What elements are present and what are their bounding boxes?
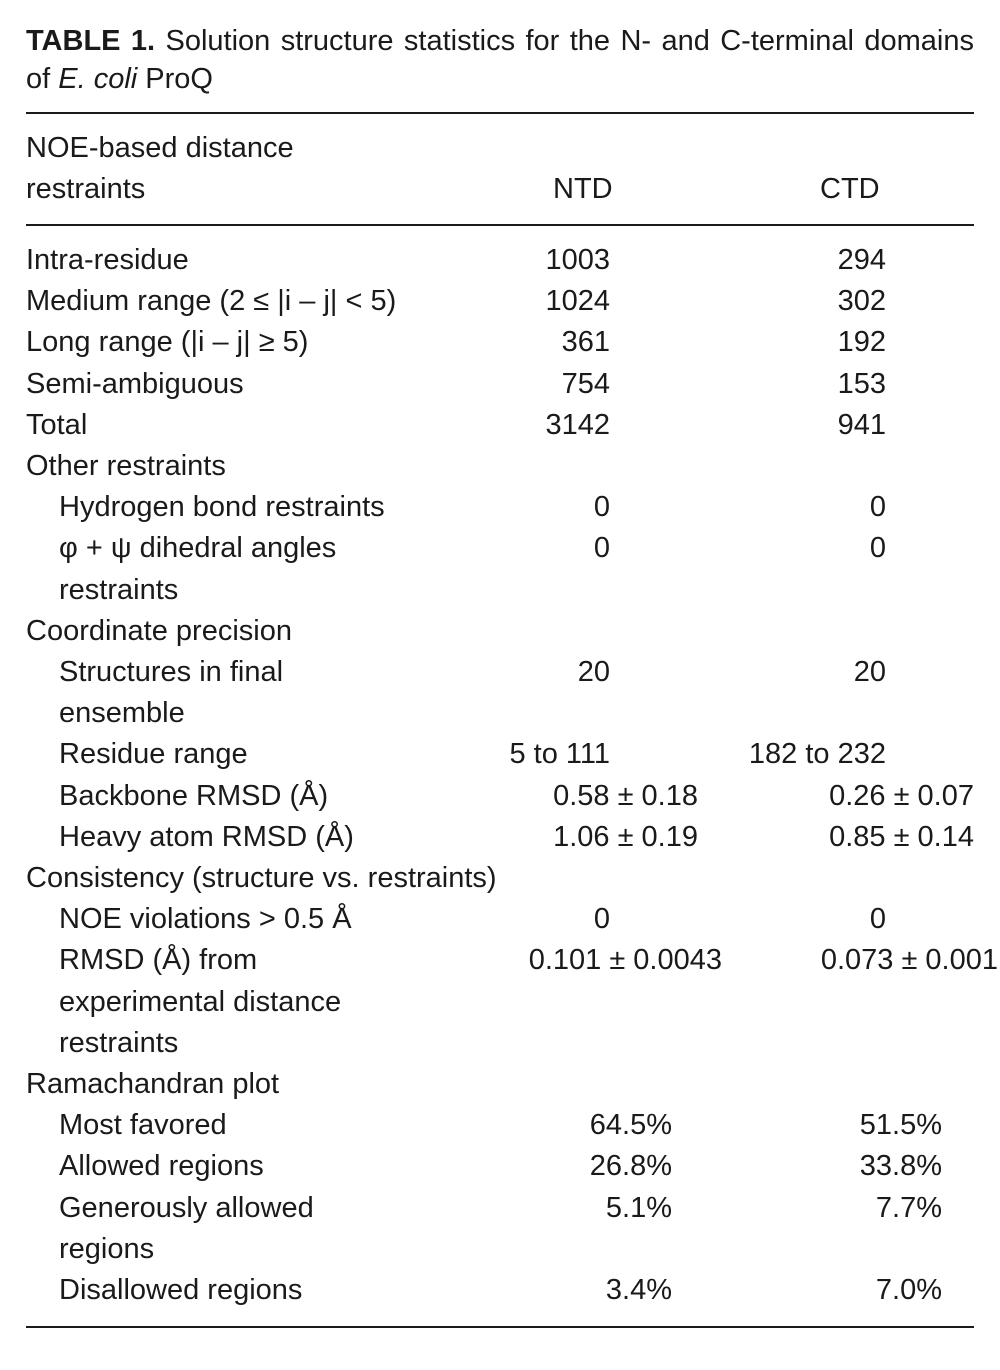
bottom-rule	[26, 1326, 974, 1328]
ctd-value: 0.26 ± 0.07	[829, 779, 974, 812]
ntd-value: 0.101 ± 0.0043	[528, 944, 722, 977]
table-row	[26, 405, 998, 446]
row-label: Most favored	[59, 1109, 227, 1142]
ntd-value: 754	[561, 367, 610, 400]
row-label-line: restraints	[59, 1026, 179, 1059]
section-label: Ramachandran plot	[26, 1068, 280, 1101]
table-row	[26, 776, 998, 817]
row-label	[26, 528, 450, 610]
ctd-value: 192	[837, 326, 886, 359]
ctd-value: 182 to 232	[748, 738, 886, 771]
table-row	[26, 817, 998, 858]
row-label-line: Structures in final	[59, 656, 284, 689]
row-label-line: RMSD (Å) from	[59, 944, 258, 977]
section-label: Other restraints	[26, 450, 226, 483]
ctd-value: 7.7%	[875, 1191, 942, 1224]
row-label: Backbone RMSD (Å)	[59, 779, 329, 812]
ntd-value: 361	[561, 326, 610, 359]
row-label: Disallowed regions	[59, 1274, 303, 1307]
section-row	[26, 446, 998, 487]
table-row	[26, 652, 998, 734]
ntd-value: 1003	[545, 244, 610, 276]
ctd-value: 0	[869, 491, 886, 524]
section-row	[26, 858, 998, 899]
ntd-value: 5 to 111	[509, 738, 610, 771]
ctd-value: 0	[869, 903, 886, 936]
row-label-line: experimental distance	[59, 985, 342, 1018]
table-row	[26, 940, 998, 1064]
table-row	[26, 487, 998, 528]
table-row	[26, 1270, 998, 1311]
header-label-line1: NOE-based distance	[26, 132, 294, 164]
row-label-line: restraints	[59, 573, 179, 606]
ntd-value: 0.58 ± 0.18	[553, 779, 698, 812]
section-label: Consistency (structure vs. restraints)	[26, 862, 497, 895]
ntd-value: 1.06 ± 0.19	[553, 820, 698, 853]
ntd-value: 0	[593, 491, 610, 524]
ctd-value: 294	[837, 244, 886, 276]
table-row	[26, 281, 998, 322]
row-label	[26, 652, 450, 734]
row-label: Hydrogen bond restraints	[59, 491, 385, 524]
row-label: NOE violations > 0.5 Å	[59, 903, 352, 936]
header-label	[26, 128, 294, 210]
section-row	[26, 611, 998, 652]
ctd-value: 0	[869, 532, 886, 565]
section-label: Coordinate precision	[26, 614, 292, 647]
ctd-value: 0.073 ± 0.001	[820, 944, 998, 977]
ntd-value: 20	[577, 656, 610, 689]
ntd-value: 3.4%	[605, 1274, 672, 1307]
table-row	[26, 1188, 998, 1270]
row-label: Heavy atom RMSD (Å)	[59, 820, 354, 853]
row-label-line: φ + ψ dihedral angles	[59, 532, 337, 565]
ctd-value: 7.0%	[875, 1274, 942, 1307]
top-rule	[26, 112, 974, 114]
section-row	[26, 1064, 998, 1105]
row-label-line: regions	[59, 1232, 155, 1265]
caption-text-after: ProQ	[137, 63, 213, 95]
caption-text-before: Solution structure statistics for the N- and C-terminal domains of	[26, 25, 974, 95]
ntd-value: 5.1%	[605, 1191, 672, 1224]
table-row	[26, 364, 998, 405]
table-row	[26, 899, 998, 940]
ntd-value: 26.8%	[589, 1150, 672, 1183]
row-label: Total	[26, 408, 88, 441]
row-label: Medium range (2 ≤ |i – j| < 5)	[26, 285, 397, 318]
header-ntd: NTD	[553, 173, 613, 205]
table-row	[26, 1105, 998, 1146]
ctd-value: 20	[853, 656, 886, 689]
ctd-value: 33.8%	[859, 1150, 942, 1183]
ctd-value: 302	[837, 285, 886, 318]
row-label	[26, 940, 450, 1064]
ntd-value: 1024	[545, 285, 610, 318]
row-label: Residue range	[59, 738, 248, 771]
ntd-value: 3142	[545, 408, 610, 441]
table-row	[26, 322, 998, 363]
row-label: Intra-residue	[26, 244, 189, 276]
row-label-line: ensemble	[59, 697, 185, 730]
table-row	[26, 528, 998, 610]
header-ctd: CTD	[820, 173, 880, 205]
header-label-line2: restraints	[26, 173, 146, 205]
row-label	[26, 1188, 450, 1270]
stats-table	[26, 240, 998, 1311]
table-row	[26, 1146, 998, 1187]
ntd-value: 0	[593, 532, 610, 565]
row-label: Long range (|i – j| ≥ 5)	[26, 326, 309, 359]
table-caption	[26, 22, 974, 98]
ctd-value: 0.85 ± 0.14	[829, 820, 974, 853]
row-label: Allowed regions	[59, 1150, 264, 1183]
caption-organism: E. coli	[58, 63, 138, 95]
ctd-value: 153	[837, 367, 886, 400]
ctd-value: 51.5%	[859, 1109, 942, 1142]
ntd-value: 0	[593, 903, 610, 936]
table-row	[26, 734, 998, 775]
header-rule	[26, 224, 974, 226]
caption-label: TABLE 1.	[26, 25, 156, 57]
ntd-value: 64.5%	[589, 1109, 672, 1142]
row-label-line: Generously allowed	[59, 1191, 314, 1224]
ctd-value: 941	[837, 408, 886, 441]
row-label: Semi-ambiguous	[26, 367, 244, 400]
table-row	[26, 240, 998, 281]
